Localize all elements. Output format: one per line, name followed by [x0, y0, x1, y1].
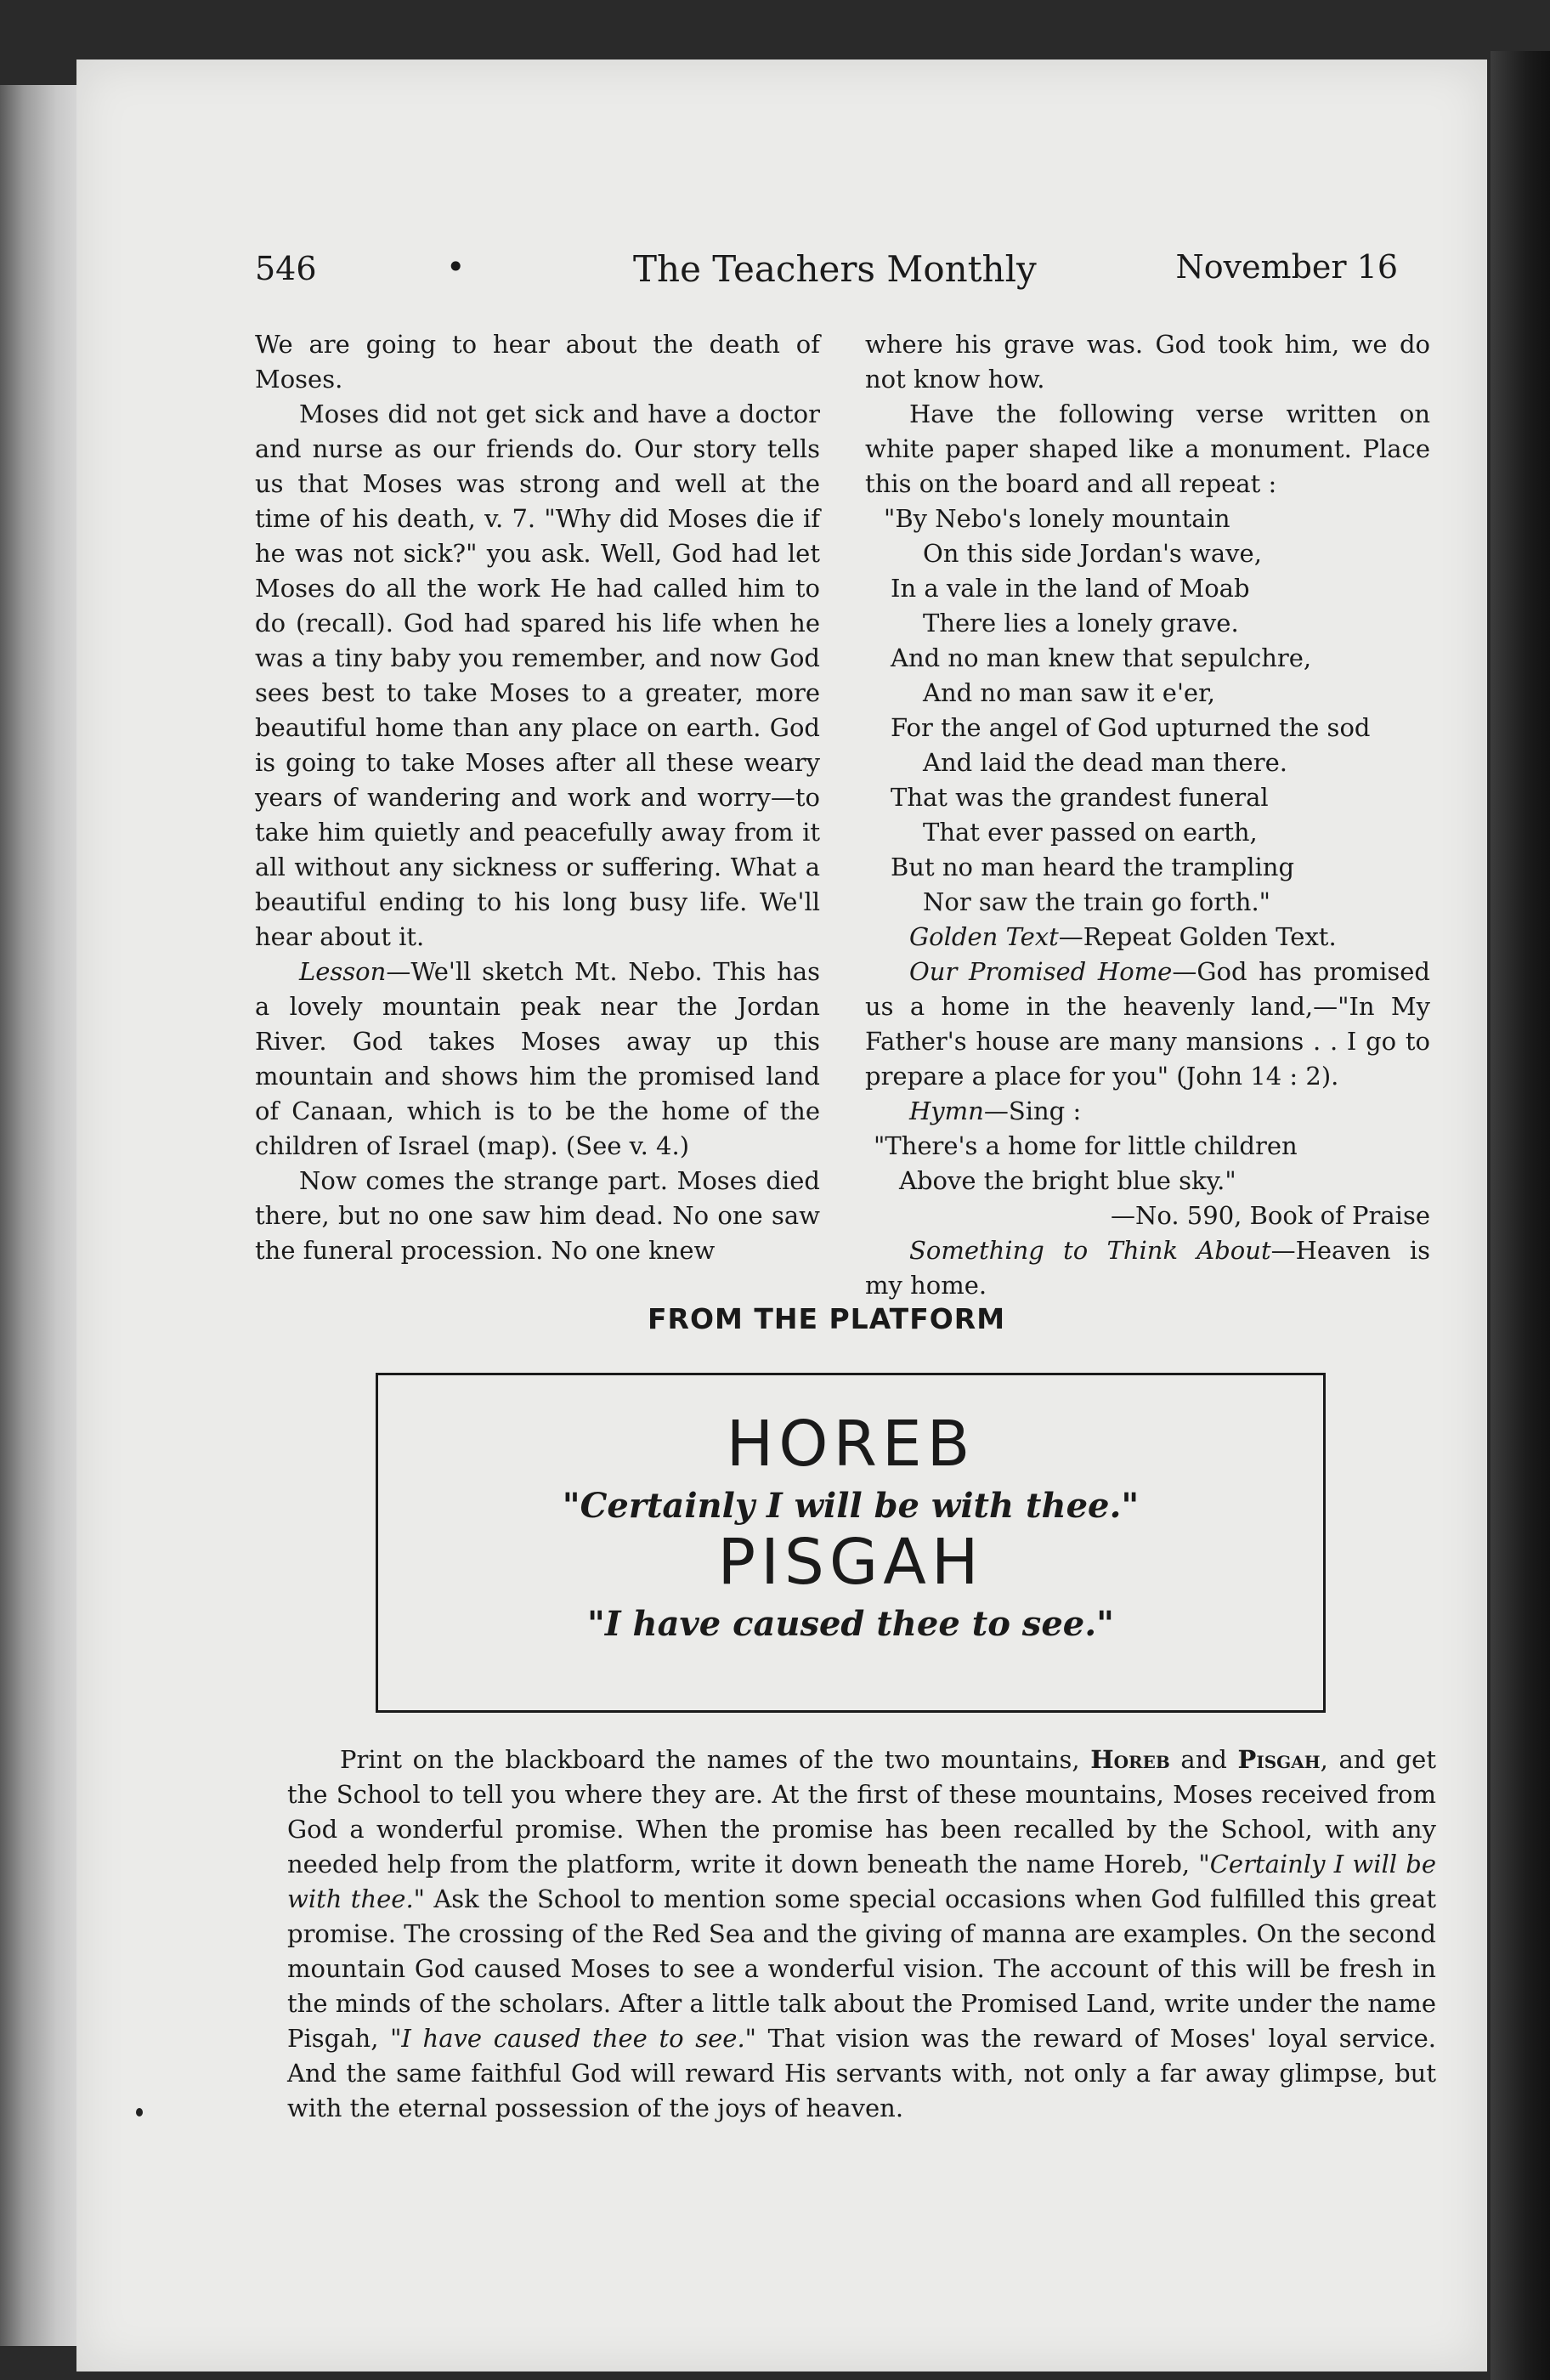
platform-text: That vision was the reward of Moses' loyal service. And the same faithful God will reward His servants with, not only a far away glimpse, but with the eternal possession of the joys of heaven.: [287, 2024, 1436, 2122]
golden-text-line: [865, 920, 1430, 955]
header-separator: •: [446, 248, 466, 286]
think-about-label: Something to Think About: [909, 1236, 1271, 1265]
poem-line: There lies a lonely grave.: [923, 609, 1239, 638]
promised-home-paragraph: [865, 955, 1430, 1094]
horeb-name: Horeb: [1090, 1745, 1170, 1774]
pisgah-name: Pisgah: [1237, 1745, 1321, 1774]
think-about-text: —Heaven is my home.: [865, 1236, 1430, 1300]
think-about-paragraph: [865, 1233, 1430, 1303]
continuation-text: where his grave was. God took him, we do not know how.: [865, 330, 1430, 394]
poem-line: "By Nebo's lonely mountain: [884, 504, 1230, 533]
poem-line: And no man saw it e'er,: [923, 678, 1215, 707]
promised-home-text: —God has promised us a home in the heavenly land,—"In My Father's house are many mansions . . I go to prepare a place for you" (John 14 : 2).: [865, 957, 1430, 1091]
poem-line: Nor saw the train go forth.": [923, 887, 1271, 916]
poem-line: On this side Jordan's wave,: [923, 539, 1262, 568]
platform-text: , and get the School to tell you where they are. At the first of these mountains, Moses received from God a wonderful promise. When the promise has been recalled by the School, with any needed help from the platform, write it down beneath the name Horeb,: [287, 1745, 1436, 1878]
pisgah-promise: "I have caused thee to see.": [587, 1604, 1114, 1644]
journal-title: The Teachers Monthly: [633, 248, 1037, 290]
poem-line: And laid the dead man there.: [923, 748, 1287, 777]
pisgah-quote: "I have caused thee to see.": [390, 2024, 757, 2053]
lesson-label: Lesson: [299, 957, 387, 986]
nebo-poem: [865, 502, 1430, 920]
monument-instruction: Have the following verse written on white paper shaped like a monument. Place this on the board and all repeat :: [865, 400, 1430, 498]
issue-date: November 16: [1175, 248, 1398, 286]
poem-line: And no man knew that sepulchre,: [891, 643, 1312, 672]
platform-text: Print on the blackboard the names of the two mountains,: [340, 1745, 1091, 1774]
intro-paragraph: We are going to hear about the death of Moses.: [255, 330, 820, 394]
poem-line: But no man heard the trampling: [891, 853, 1295, 881]
poem-line: For the angel of God upturned the sod: [891, 713, 1371, 742]
hymn-line: [865, 1094, 1430, 1129]
hymn-verse-line: Above the bright blue sky.": [899, 1166, 1236, 1195]
book-spine-edge: [0, 85, 81, 2346]
hymn-verse-line: "There's a home for little children: [874, 1131, 1298, 1160]
hymn-label: Hymn: [909, 1096, 984, 1125]
platform-paragraph: [287, 1742, 1436, 2126]
facing-page-shadow: [1491, 51, 1550, 2380]
promised-home-label: Our Promised Home: [909, 957, 1173, 986]
hymn-reference: —No. 590, Book of Praise: [1111, 1201, 1430, 1230]
running-header: [255, 248, 1398, 299]
golden-text-text: —Repeat Golden Text.: [1058, 922, 1337, 951]
left-column: [255, 327, 820, 1268]
right-column: [865, 327, 1430, 1303]
blackboard-diagram: [376, 1373, 1326, 1713]
page-number: 546: [255, 250, 317, 287]
poem-line: In a vale in the land of Moab: [891, 574, 1250, 603]
horeb-promise: "Certainly I will be with thee.": [562, 1486, 1140, 1526]
moses-paragraph: Moses did not get sick and have a doctor and nurse as our friends do. Our story tells us that Moses was strong and well at the time of his death, v. 7. "Why did Moses die if he was not sick?" you ask. Well, God had let Moses do all the work He had called him to do (recall). God had spared his life when he was a tiny baby you remember, and now God sees best to take Moses to a greater, more beautiful home than any place on earth. God is going to take Moses after all these weary years of wandering and work and worry—to take him quietly and peacefully away from it all without any sickness or suffering. What a beautiful ending to his long busy life. We'll hear about it.: [255, 400, 820, 951]
mountain-name-horeb: HOREB: [726, 1408, 976, 1481]
horeb-quote: "Certainly I will be with thee.": [287, 1850, 1436, 1913]
platform-text: Ask the School to mention some special occasions when God fulfilled this great promise. The crossing of the Red Sea and the giving of manna are examples. On the second mountain God caused Moses to see a wonderful vision. The account of this will be fresh in the minds of the scholars. After a little talk about the Promised Land, write under the name Pisgah,: [287, 1884, 1436, 2053]
lesson-text: —We'll sketch Mt. Nebo. This has a lovely mountain peak near the Jordan River. God takes Moses away up this mountain and shows him the promised land of Canaan, which is to be the home of the children of Israel (map). (See v. 4.): [255, 957, 820, 1160]
margin-mark: [136, 2108, 143, 2116]
poem-line: That ever passed on earth,: [923, 818, 1258, 847]
strange-part-paragraph: Now comes the strange part. Moses died there, but no one saw him dead. No one saw the funeral procession. No one knew: [255, 1166, 820, 1265]
mountain-name-pisgah: PISGAH: [717, 1526, 984, 1599]
platform-text: and: [1169, 1745, 1238, 1774]
section-heading: FROM THE PLATFORM: [648, 1302, 1006, 1335]
golden-text-label: Golden Text: [909, 922, 1059, 951]
poem-line: That was the grandest funeral: [891, 783, 1269, 812]
lesson-paragraph: [255, 955, 820, 1164]
hymn-text: —Sing :: [983, 1096, 1082, 1125]
